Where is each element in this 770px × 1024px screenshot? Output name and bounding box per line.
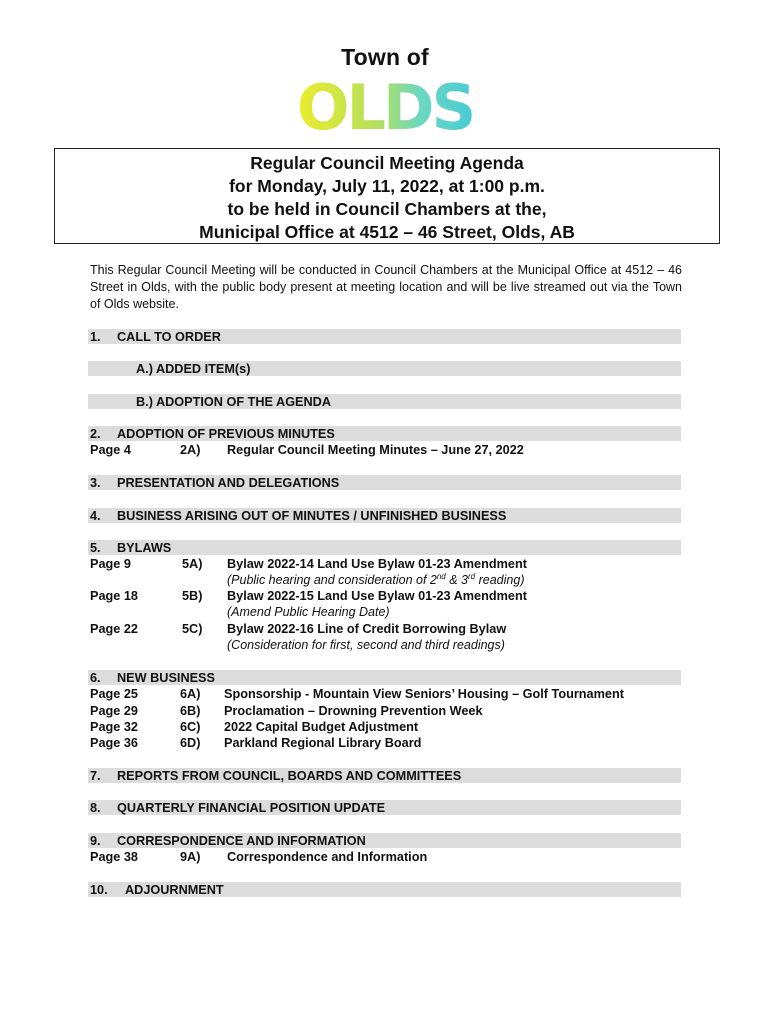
item-description: Parkland Regional Library Board — [224, 736, 422, 750]
section-7-heading: 7. REPORTS FROM COUNCIL, BOARDS AND COMMITTEES — [90, 769, 462, 783]
section-5-heading: 5. BYLAWS — [90, 541, 172, 555]
title-line-4: Municipal Office at 4512 – 46 Street, Olds, AB — [199, 222, 575, 242]
item-note: (Amend Public Hearing Date) — [227, 605, 390, 619]
agenda-title-box — [54, 148, 720, 244]
item-code: 6C) — [180, 720, 201, 734]
section-10-heading: 10. ADJOURNMENT — [90, 883, 224, 897]
section-3-heading: 3. PRESENTATION AND DELEGATIONS — [90, 476, 340, 490]
section-1-heading: 1. CALL TO ORDER — [90, 330, 221, 344]
logo-olds — [0, 78, 770, 134]
item-description: 2022 Capital Budget Adjustment — [224, 720, 419, 734]
item-code: 2A) — [180, 443, 201, 457]
item-code: 6D) — [180, 736, 201, 750]
title-line-3: to be held in Council Chambers at the, — [227, 199, 547, 219]
item-description: Bylaw 2022-16 Line of Credit Borrowing Bylaw — [227, 622, 507, 636]
item-code: 9A) — [180, 850, 201, 864]
page-ref: Page 22 — [90, 622, 138, 636]
item-code: 5A) — [182, 557, 203, 571]
section-8-heading: 8. QUARTERLY FINANCIAL POSITION UPDATE — [90, 801, 386, 815]
item-description: Bylaw 2022-15 Land Use Bylaw 01-23 Amendment — [227, 589, 527, 603]
page-ref: Page 32 — [90, 720, 138, 734]
title-line-1: Regular Council Meeting Agenda — [250, 153, 524, 173]
section-2-heading: 2. ADOPTION OF PREVIOUS MINUTES — [90, 427, 335, 441]
item-description: Proclamation – Drowning Prevention Week — [224, 704, 483, 718]
logo-olds-text: OLDS — [297, 78, 473, 134]
intro-paragraph: This Regular Council Meeting will be conducted in Council Chambers at the Municipal Office at 4512 – 46 Street in Olds, with the public body present at meeting location and will be live streamed out via the Town of Olds website. — [90, 263, 682, 311]
section-bar — [88, 540, 681, 555]
item-description: Bylaw 2022-14 Land Use Bylaw 01-23 Amendment — [227, 557, 527, 571]
title-line-2: for Monday, July 11, 2022, at 1:00 p.m. — [229, 176, 545, 196]
page-ref: Page 29 — [90, 704, 138, 718]
item-code: 6B) — [180, 704, 201, 718]
page-ref: Page 9 — [90, 557, 131, 571]
logo-town-of: Town of — [341, 44, 429, 70]
page-ref: Page 36 — [90, 736, 138, 750]
item-code: 5B) — [182, 589, 203, 603]
item-note: (Public hearing and consideration of 2nd & 3rd reading) — [227, 571, 525, 587]
section-4-heading: 4. BUSINESS ARISING OUT OF MINUTES / UNFINISHED BUSINESS — [90, 509, 507, 523]
section-1b: B.) ADOPTION OF THE AGENDA — [136, 395, 332, 409]
item-code: 6A) — [180, 687, 201, 701]
item-description: Regular Council Meeting Minutes – June 27, 2022 — [227, 443, 524, 457]
page-ref: Page 18 — [90, 589, 138, 603]
page-ref: Page 38 — [90, 850, 138, 864]
page-ref: Page 25 — [90, 687, 138, 701]
item-code: 5C) — [182, 622, 203, 636]
item-description: Sponsorship - Mountain View Seniors’ Housing – Golf Tournament — [224, 687, 624, 701]
section-9-heading: 9. CORRESPONDENCE AND INFORMATION — [90, 834, 366, 848]
item-description: Correspondence and Information — [227, 850, 428, 864]
olds-logo-graphic — [297, 78, 473, 134]
page-ref: Page 4 — [90, 443, 131, 457]
section-6-heading: 6. NEW BUSINESS — [90, 671, 215, 685]
item-note: (Consideration for first, second and third readings) — [227, 638, 505, 652]
section-1a: A.) ADDED ITEM(s) — [136, 362, 251, 376]
